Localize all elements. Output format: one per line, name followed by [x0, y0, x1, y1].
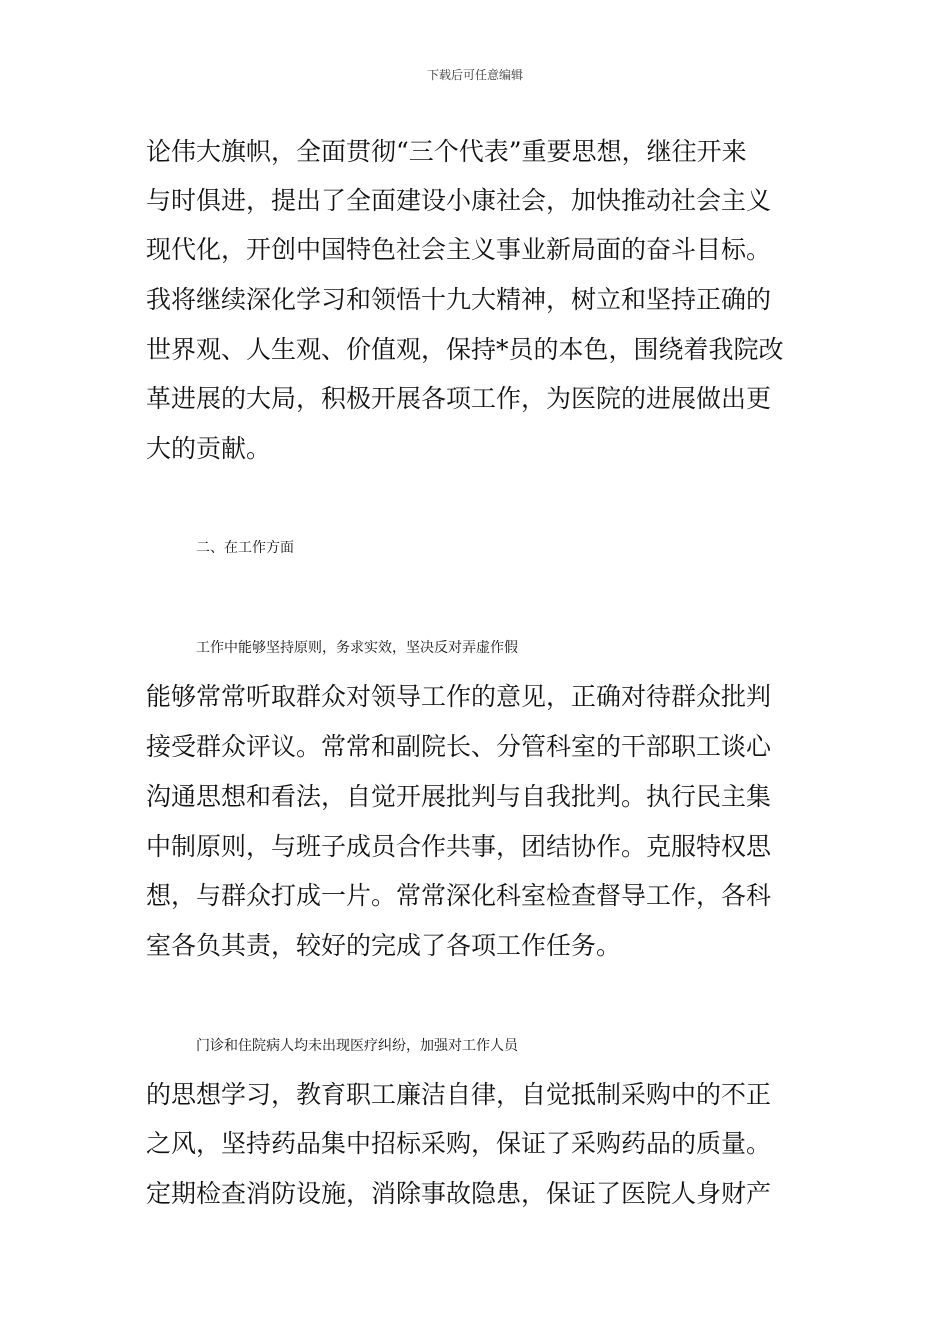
text-line: 与时俱进，提出了全面建设小康社会，加快推动社会主义 [146, 186, 772, 215]
text-line: 大的贡献。 [146, 434, 272, 463]
text-line: 中制原则，与班子成员合作共事，团结协作。克服特权思 [146, 832, 772, 861]
text-line: 沟通思想和看法，自觉开展批判与自我批判。执行民主集 [146, 782, 772, 811]
text-line: 世界观、人生观、价值观，保持*员的本色，围绕着我院改 [146, 335, 784, 364]
text-line: 的思想学习，教育职工廉洁自律，自觉抵制采购中的不正 [146, 1080, 772, 1109]
text-line: 定期检查消防设施，消除事故隐患，保证了医院人身财产 [146, 1179, 772, 1208]
text-line: 之风，坚持药品集中招标采购，保证了采购药品的质量。 [146, 1129, 772, 1158]
page-header: 下载后可任意编辑 [426, 68, 523, 82]
text-line: 接受群众评议。常常和副院长、分管科室的干部职工谈心 [146, 732, 772, 761]
text-line: 现代化，开创中国特色社会主义事业新局面的奋斗目标。 [146, 235, 772, 264]
text-line: 论伟大旗帜，全面贯彻“三个代表”重要思想，继往开来 [146, 137, 747, 166]
text-line: 工作中能够坚持原则，务求实效，坚决反对弄虚作假 [196, 640, 518, 656]
text-line: 革进展的大局，积极开展各项工作，为医院的进展做出更 [146, 384, 772, 413]
text-line: 想，与群众打成一片。常常深化科室检查督导工作，各科 [146, 881, 772, 910]
text-line: 门诊和住院病人均未出现医疗纠纷，加强对工作人员 [196, 1038, 518, 1054]
text-line: 能够常常听取群众对领导工作的意见，正确对待群众批判 [146, 682, 772, 711]
section-heading: 二、在工作方面 [196, 540, 294, 556]
text-line: 我将继续深化学习和领悟十九大精神，树立和坚持正确的 [146, 285, 772, 314]
text-line: 室各负其责，较好的完成了各项工作任务。 [146, 931, 622, 960]
